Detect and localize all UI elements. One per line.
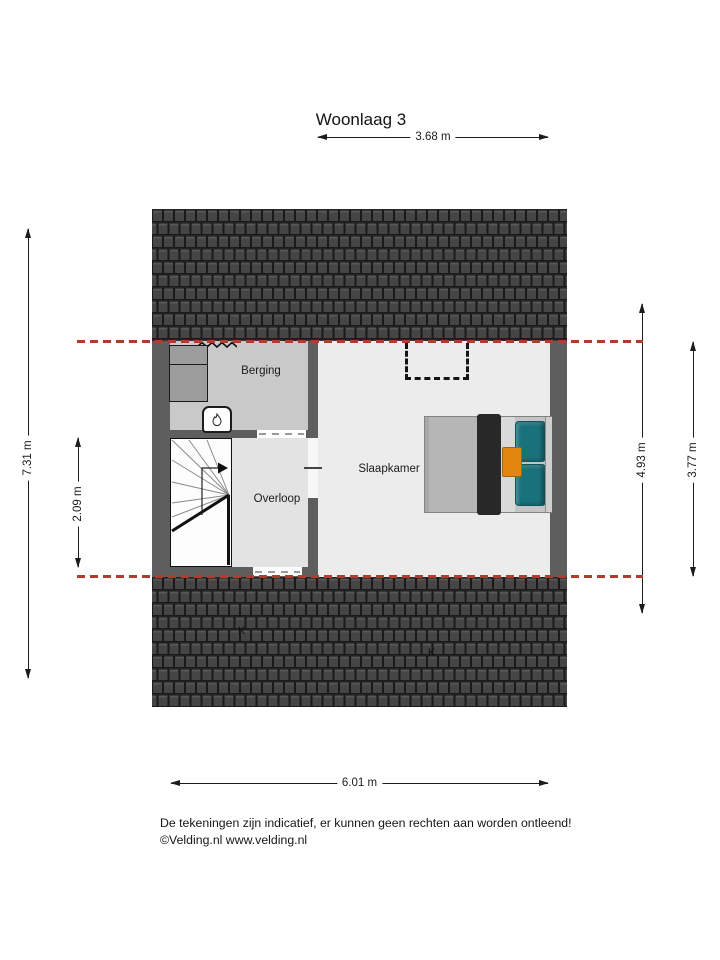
- bed-duvet-edge: [425, 417, 429, 512]
- cabinet-divider: [170, 364, 207, 365]
- page-title: Woonlaag 3: [315, 110, 407, 129]
- opening-dashes: [259, 433, 304, 435]
- bed-cushion-orange: [502, 447, 522, 477]
- flame-icon: [211, 413, 223, 427]
- room-label-overloop: Overloop: [253, 493, 301, 505]
- arrow-down-icon: [75, 558, 81, 568]
- arrow-down-icon: [639, 604, 645, 614]
- door-opening-tick: [304, 467, 322, 469]
- stairs: [170, 438, 232, 567]
- dimension-left-outer: [22, 229, 34, 678]
- roof-top: [152, 209, 567, 341]
- roof-letter-k1: K: [238, 625, 246, 637]
- dimension-bottom: [171, 777, 548, 789]
- dormer-outline: [405, 343, 469, 380]
- dimension-label: 4.93 m: [636, 437, 648, 482]
- roof-letter-k2: K: [428, 647, 436, 659]
- bed: [424, 416, 552, 513]
- wall-right: [550, 341, 567, 577]
- arrow-up-icon: [639, 303, 645, 313]
- footer-disclaimer: [160, 815, 572, 848]
- disclaimer-line: De tekeningen zijn indicatief, er kunnen geen rechten aan worden ontleend!: [160, 816, 572, 830]
- arrow-right-icon: [539, 780, 549, 786]
- boiler: [202, 406, 232, 433]
- dimension-label: 3.68 m: [410, 131, 455, 143]
- dimension-right-inner: [636, 304, 648, 613]
- arrow-down-icon: [25, 669, 31, 679]
- cabinet: [169, 345, 208, 402]
- bed-dark-blanket: [477, 414, 501, 515]
- arrow-down-icon: [690, 567, 696, 577]
- roof-bottom: [152, 577, 567, 707]
- dimension-label: 2.09 m: [72, 481, 84, 526]
- arrow-right-icon: [539, 134, 549, 140]
- bed-headboard: [545, 417, 552, 512]
- opening-berging-wall: [257, 430, 306, 438]
- copyright-line: ©Velding.nl www.velding.nl: [160, 832, 308, 847]
- room-label-slaapkamer: Slaapkamer: [358, 463, 420, 475]
- wall-left: [152, 341, 170, 577]
- room-label-berging: Berging: [241, 365, 281, 377]
- dimension-label: 7.31 m: [22, 435, 34, 480]
- arrow-left-icon: [317, 134, 327, 140]
- dimension-label: 6.01 m: [337, 777, 382, 789]
- stairs-direction-arrow: [218, 463, 228, 474]
- dimension-label: 3.77 m: [687, 437, 699, 482]
- headroom-line-bottom: [77, 575, 643, 578]
- dimension-top: [318, 131, 548, 143]
- dimension-right-outer: [687, 342, 699, 576]
- arrow-left-icon: [170, 780, 180, 786]
- arrow-up-icon: [690, 341, 696, 351]
- arrow-up-icon: [75, 437, 81, 447]
- dimension-left-inner: [72, 438, 84, 567]
- opening-dashes: [255, 571, 300, 573]
- arrow-up-icon: [25, 228, 31, 238]
- headroom-line-top: [77, 340, 643, 343]
- bed-duvet: [425, 417, 478, 512]
- stairs-treads: [171, 439, 230, 565]
